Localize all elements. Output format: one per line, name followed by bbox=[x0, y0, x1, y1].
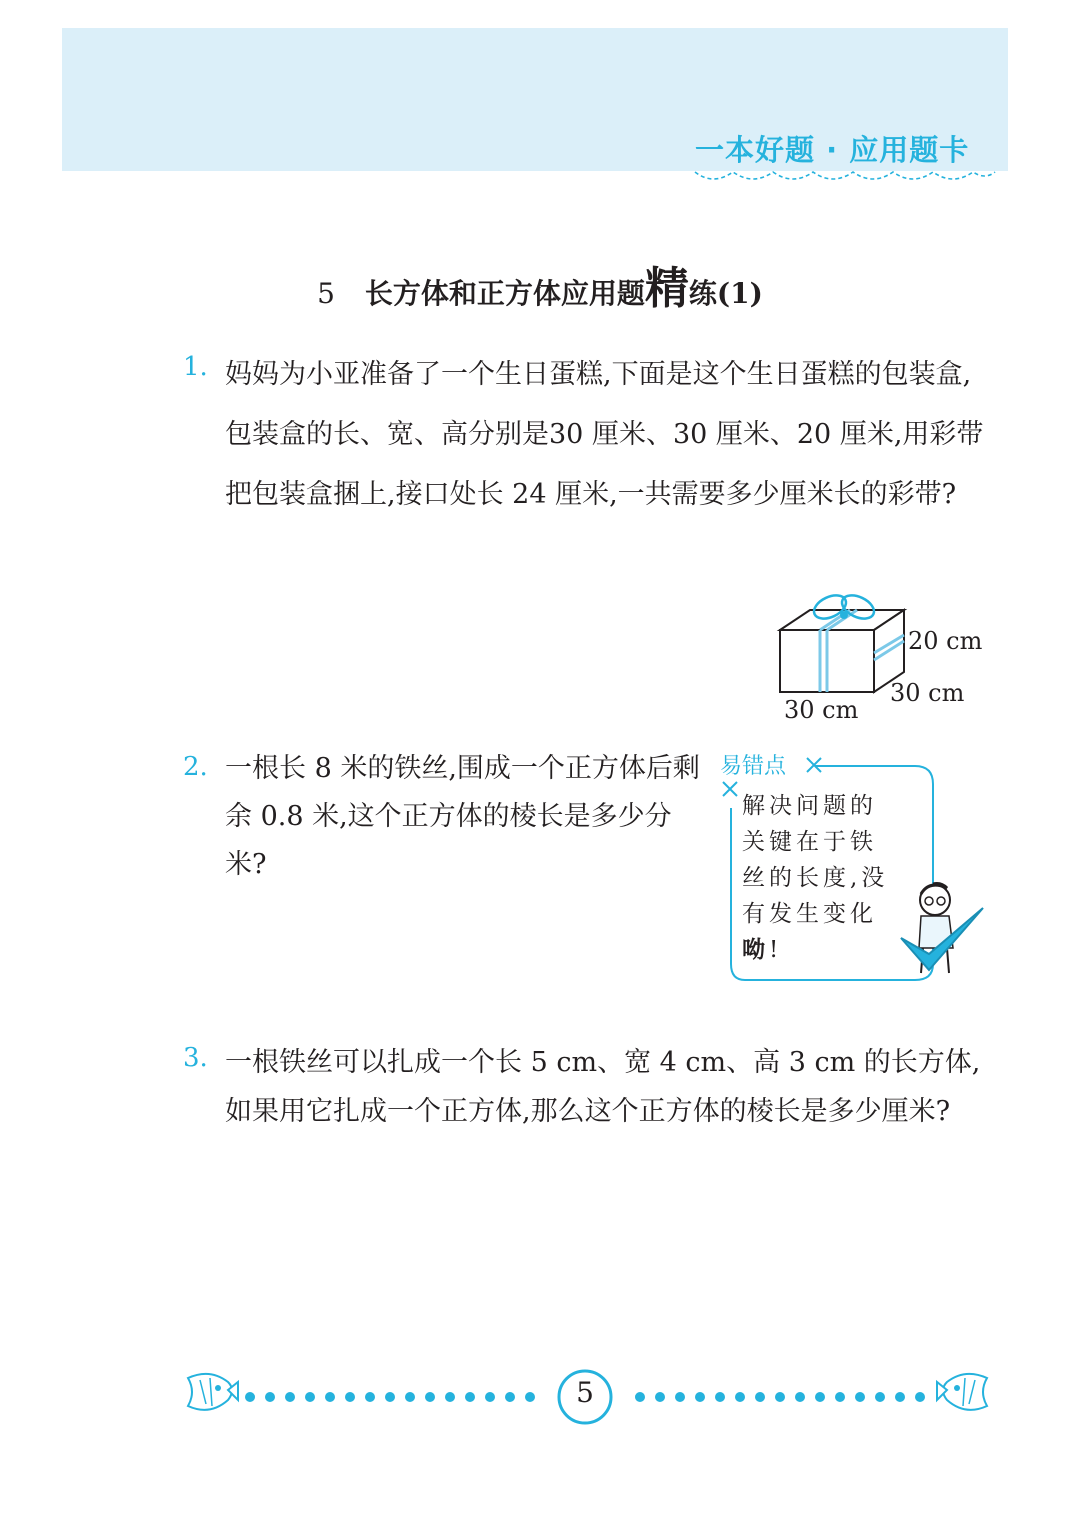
depth-label: 30 cm bbox=[890, 679, 965, 707]
section-title-emphasis: 精 bbox=[644, 263, 689, 314]
wave-decoration bbox=[693, 162, 998, 192]
gift-box-figure bbox=[772, 585, 992, 725]
question-number: 2. bbox=[183, 752, 208, 782]
width-label: 30 cm bbox=[784, 696, 859, 724]
question-number: 3. bbox=[183, 1043, 208, 1073]
fish-icon bbox=[937, 1374, 987, 1410]
question-number: 1. bbox=[183, 352, 208, 382]
height-label: 20 cm bbox=[908, 627, 983, 655]
section-title-text: 长方体和正方体应用题 bbox=[364, 277, 645, 310]
brand-title: 一本好题 · 应用题卡 bbox=[695, 133, 970, 167]
section-title bbox=[0, 252, 1080, 316]
question-text: 一根长 8 米的铁丝,围成一个正方体后剩余 0.8 米,这个正方体的棱长是多少分米? bbox=[225, 753, 700, 880]
tip-emphasis: 呦 bbox=[742, 937, 769, 963]
section-number: 5 bbox=[317, 277, 335, 310]
boy-checkmark-icon bbox=[901, 884, 983, 974]
tip-label: 易错点 bbox=[720, 754, 787, 779]
page-number: 5 bbox=[576, 1376, 594, 1409]
section-title-suffix: 练(1) bbox=[688, 277, 763, 310]
fish-icon bbox=[188, 1374, 238, 1410]
question-text: 妈妈为小亚准备了一个生日蛋糕,下面是这个生日蛋糕的包装盒,包装盒的长、宽、高分别是30 厘米、30 厘米、20 厘米,用彩带把包装盒捆上,接口处长 24 厘米,一共需要多少厘米长的彩带? bbox=[225, 359, 984, 510]
tip-text bbox=[742, 788, 902, 968]
question-text: 一根铁丝可以扎成一个长 5 cm、宽 4 cm、高 3 cm 的长方体,如果用它扎成一个正方体,那么这个正方体的棱长是多少厘米? bbox=[225, 1047, 981, 1127]
tip-end: ! bbox=[769, 937, 783, 963]
tip-body: 解决问题的关键在于铁丝的长度,没有发生变化 bbox=[742, 793, 889, 927]
